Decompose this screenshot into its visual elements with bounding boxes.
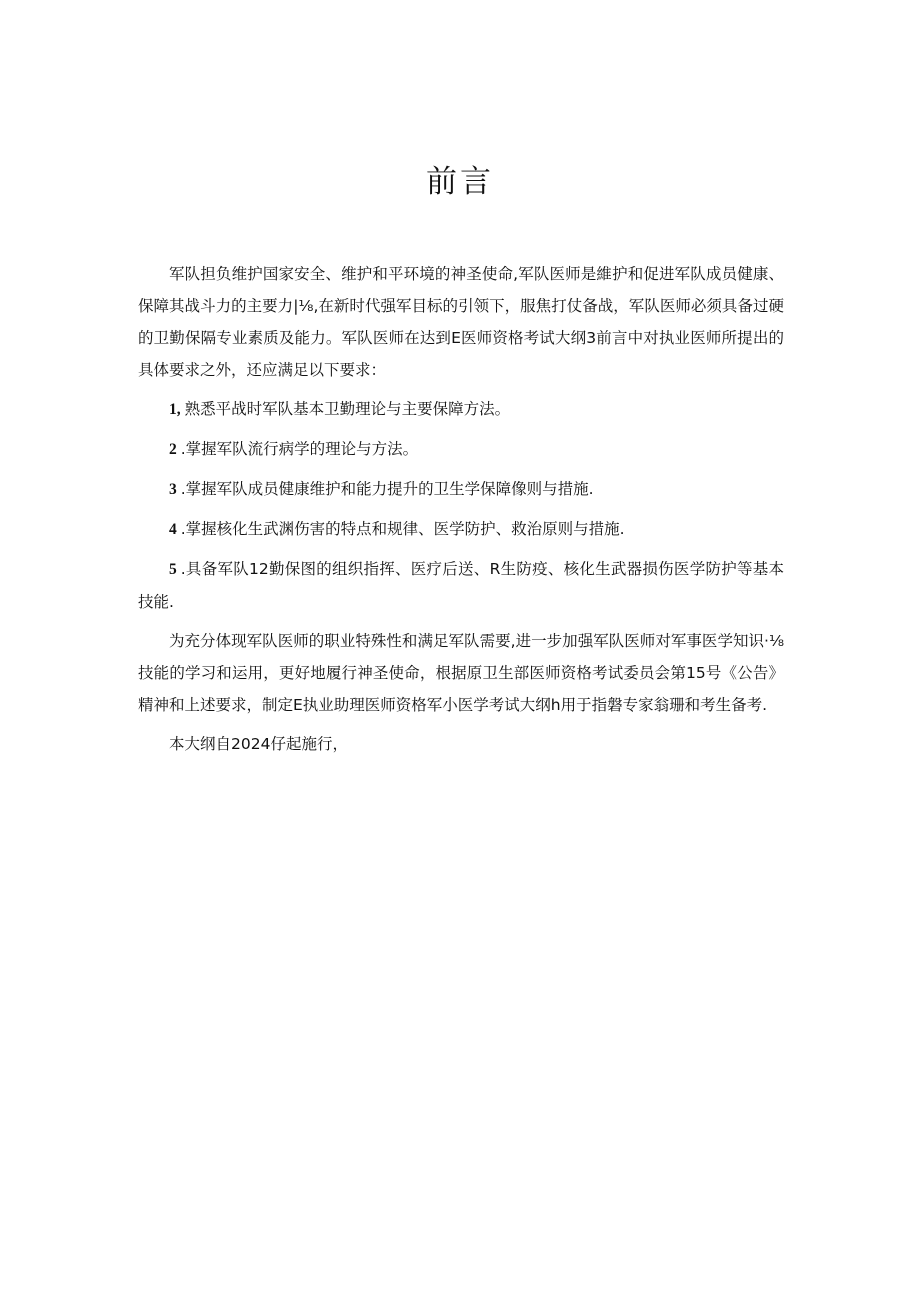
requirement-text: 熟悉平战时军队基本卫勤理论与主要保障方法。 — [184, 400, 511, 418]
requirement-text: .具备军队12勤保图的组织指挥、医疗后送、R生防疫、核化生武器损伤医学防护等基本技能. — [138, 560, 784, 611]
requirement-number: 3 — [169, 481, 177, 498]
requirement-number: 2 — [169, 441, 177, 458]
requirement-item-3 — [138, 473, 784, 506]
requirement-text: .掌握核化生武渊伤害的特点和规律、医学防护、救治原则与措施. — [180, 520, 625, 538]
requirement-text: .掌握军队成员健康维护和能力提升的卫生学保障像则与措施. — [180, 480, 594, 498]
requirement-item-5 — [138, 553, 784, 618]
requirement-number: 5 — [169, 561, 177, 578]
requirement-item-4 — [138, 513, 784, 546]
requirement-number: 4 — [169, 521, 177, 538]
intro-paragraph: 军队担负维护国家安全、维护和平环境的神圣使命,军队医师是維护和促进军队成员健康、保障其战斗力的主要力|⅛,在新时代强军目标的引领下，服焦打仗备战，军队医师必须具备过硬的卫勤保隔专业素质及能力。军队医师在达到E医师资格考试大纲3前言中对执业医师所提出的具体要求之外，还应满足以下要求： — [138, 265, 784, 379]
requirement-text: .掌握军队流行病学的理论与方法。 — [180, 440, 419, 458]
page-title: 前言 — [426, 164, 494, 200]
requirement-number: 1, — [169, 401, 181, 418]
requirement-item-2 — [138, 433, 784, 466]
effective-date-paragraph: 本大纲自2024仔起施行， — [169, 735, 348, 753]
document-body — [138, 258, 784, 767]
purpose-paragraph: 为充分体现军队医师的职业特殊性和满足军队需要,进一步加强军队医师对军事医学知识·⅛技能的学习和运用，更好地履行神圣使命，根据原卫生部医师资格考试委员会第15号《公告》精神和上述要求，制定E执业助理医师资格军小医学考试大纲h用于指磐专家翁珊和考生备考. — [138, 632, 784, 714]
requirement-item-1 — [138, 393, 784, 426]
